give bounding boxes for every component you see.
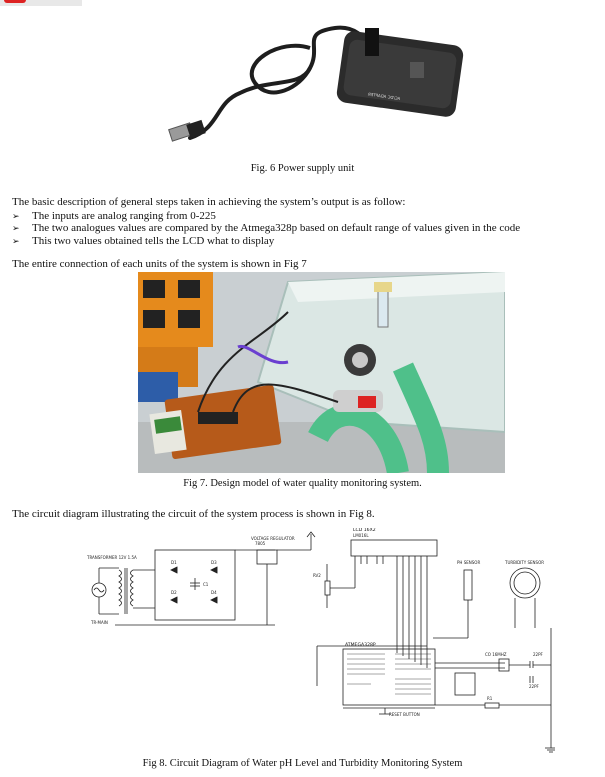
reset-label: RESET BUTTON	[389, 712, 420, 717]
cap2-label: 22PF	[529, 684, 539, 689]
lcd-module	[351, 540, 437, 556]
list-item: ➢ The inputs are analog ranging from 0-225	[12, 210, 216, 222]
diode-d1-label: D1	[171, 560, 177, 565]
r1-label: R1	[487, 696, 493, 701]
regulator-label: VOLTAGE REGULATOR	[251, 536, 295, 541]
list-item: ➢ This two values obtained tells the LCD what to display	[12, 234, 275, 247]
source-label: TR-MAIN	[91, 620, 108, 625]
circuit-intro-paragraph: The circuit diagram illustrating the circuit of the system process is shown in Fig 8.	[12, 508, 375, 520]
circuit-diagram	[85, 528, 555, 753]
mcu-label: ATMEGA328P	[345, 643, 376, 648]
fig7-caption: Fig 7. Design model of water quality monitoring system.	[183, 478, 422, 489]
crystal-label: CO 16MHZ	[485, 652, 507, 657]
crystal-symbol	[499, 659, 509, 671]
page-corner-logo-fragment	[4, 0, 26, 3]
turbidity-label: TURBIDITY SENSOR	[505, 560, 545, 565]
capacitor-c1-label: C1	[203, 582, 209, 587]
connection-paragraph: The entire connection of each units of the system is shown in Fig 7	[12, 258, 307, 270]
diode-d4-label: D4	[211, 590, 217, 595]
turbidity-sensor-symbol	[510, 568, 540, 598]
lcd-label: LCD 16X2	[353, 528, 376, 533]
diode-d3-label: D3	[211, 560, 217, 565]
fig6-caption: Fig. 6 Power supply unit	[250, 163, 355, 174]
intro-paragraph: The basic description of general steps taken in achieving the system’s output is as follow:	[12, 196, 406, 208]
rv2-label: RV2	[313, 573, 321, 578]
arrow-bullet-icon: ➢	[12, 211, 20, 221]
cap1-label: 22PF	[533, 652, 543, 657]
regulator-part-label: 7805	[255, 541, 266, 546]
arrow-bullet-icon: ➢	[12, 223, 20, 234]
list-item: ➢ The two analogues values are compared by the Atmega328p based on default range of values given in the code	[12, 222, 521, 235]
steps-list	[12, 210, 520, 247]
adapter-label: AC/DC ADAPTER	[367, 91, 401, 101]
ph-sensor-symbol	[464, 570, 472, 600]
diode-d2-label: D2	[171, 590, 177, 595]
transformer-symbol	[119, 570, 122, 606]
arrow-bullet-icon: ➢	[12, 235, 20, 246]
system-model-photo	[138, 272, 505, 473]
fig8-caption: Fig 8. Circuit Diagram of Water pH Level and Turbidity Monitoring System	[142, 758, 463, 769]
power-supply-photo	[160, 8, 470, 156]
transformer-label: TRANSFORMER 12V 1.5A	[87, 555, 137, 560]
ph-sensor-label: PH SENSOR	[457, 560, 481, 565]
lcd-part-label: LM016L	[353, 533, 369, 538]
